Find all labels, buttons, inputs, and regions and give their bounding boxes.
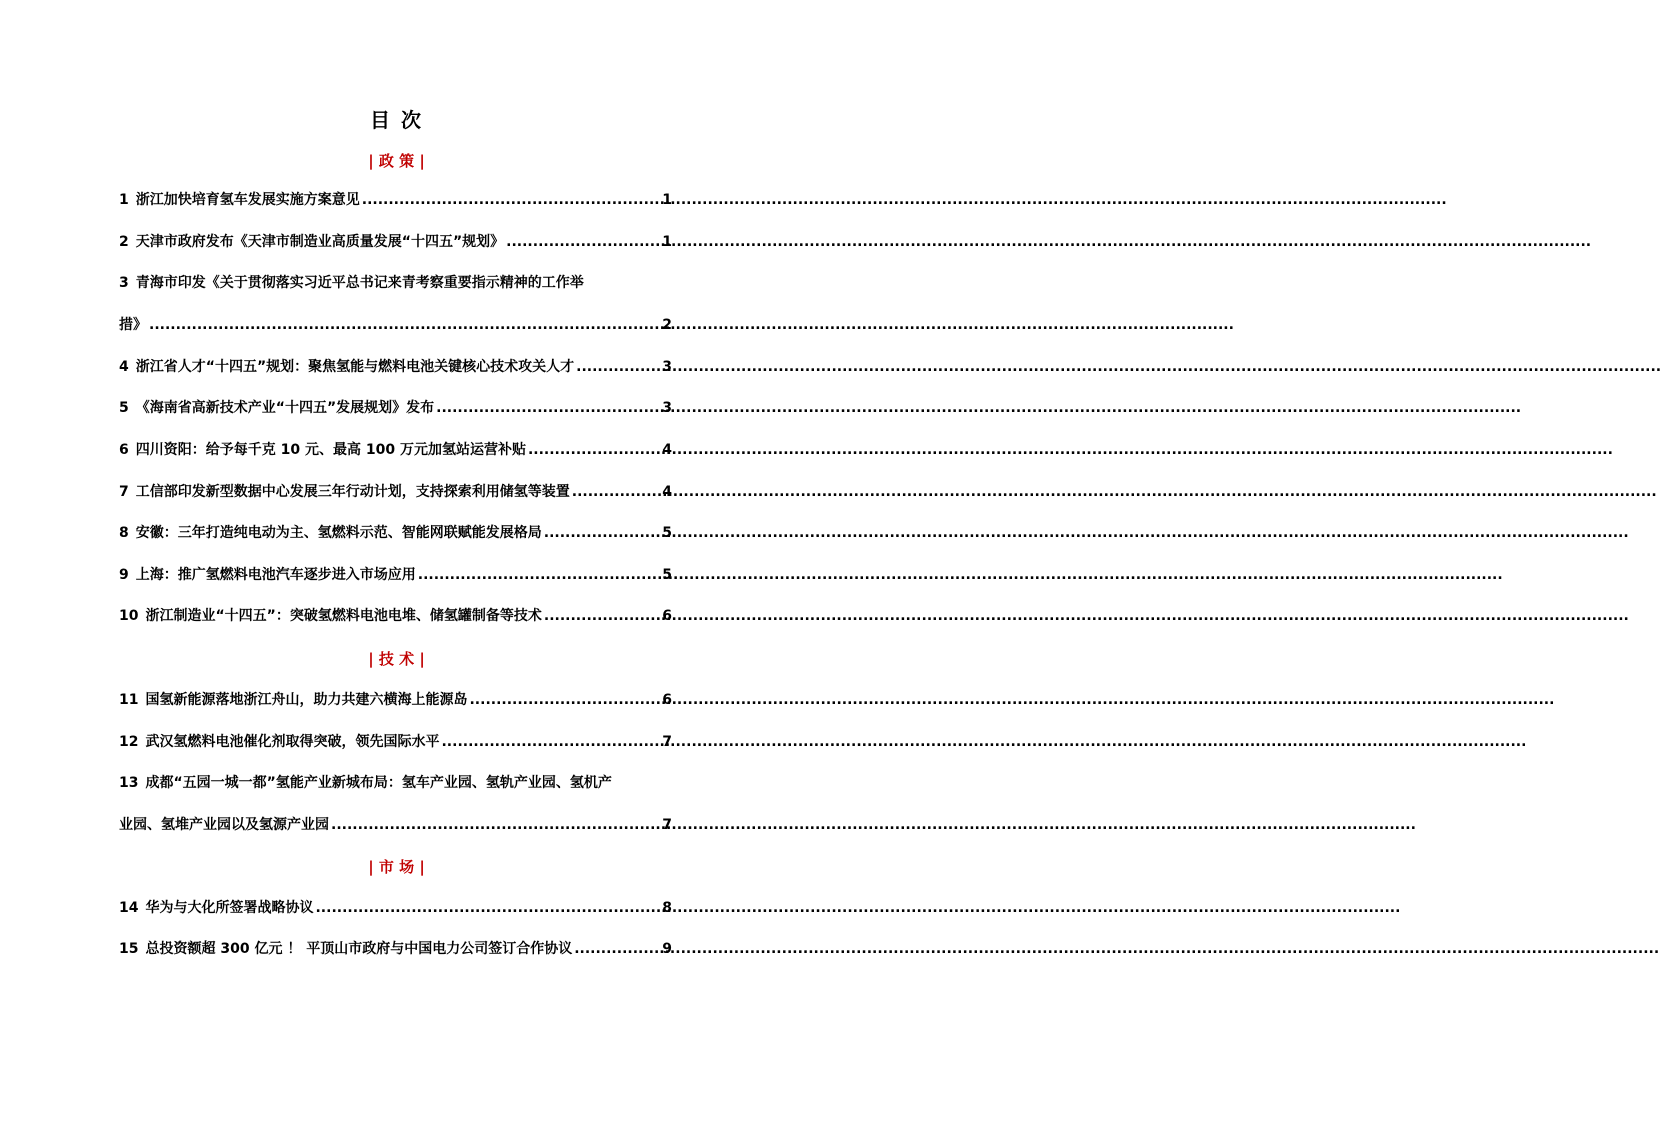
entry-title: 武汉氢燃料电池催化剂取得突破，领先国际水平 [145,734,440,750]
entry-title: 安徽：三年打造纯电动为主、氢燃料示范、智能网联赋能发展格局 [135,525,542,541]
entry-number: 11 [119,692,139,708]
entry-page: 5 [662,525,672,541]
entry-title: 四川资阳：给予每千克 10 元、最高 100 万元加氢站运营补贴 [135,442,526,458]
entry-page: 1 [662,192,672,208]
dot-leader [544,608,660,624]
dot-leader [544,525,661,541]
entry-title: 上海：推广氢燃料电池汽车逐步进入市场应用 [135,567,416,583]
toc-entry-6[interactable] [119,439,672,461]
entry-number: 2 [119,234,129,250]
entry-page: 6 [662,692,672,708]
entry-page: 3 [662,400,672,416]
section-heading-policy: | 政 策 | [368,152,425,170]
toc-page [0,0,793,1122]
page-title: 目 次 [370,108,423,132]
entry-page: 5 [662,567,672,583]
entry-page: 4 [662,484,672,500]
entry-title: 浙江省人才“十四五”规划：聚焦氢能与燃料电池关键核心技术攻关人才 [135,359,575,375]
entry-title-continuation: 措》 [119,317,147,333]
entry-title: 华为与大化所签署战略协议 [145,900,314,916]
dot-leader [576,359,660,375]
entry-title: 总投资额超 300 亿元 ！ 平顶山市政府与中国电力公司签订合作协议 [145,941,573,957]
toc-entry-11[interactable] [119,689,672,711]
dot-leader [418,567,661,583]
entry-title-continuation: 业园、氢堆产业园以及氢源产业园 [119,817,329,833]
toc-entry-4[interactable] [119,356,672,378]
toc-entry-2[interactable] [119,231,672,253]
toc-entry-1[interactable] [119,189,672,211]
entry-number: 14 [119,900,139,916]
entry-title: 《海南省高新技术产业“十四五”发展规划》发布 [135,400,435,416]
dot-leader [574,941,660,957]
entry-number: 8 [119,525,129,541]
entry-title: 青海市印发《关于贯彻落实习近平总书记来青考察重要指示精神的工作举 [135,275,584,291]
dot-leader [436,400,660,416]
entry-page: 7 [662,734,672,750]
toc-entry-13[interactable] [119,772,672,794]
entry-number: 5 [119,400,129,416]
entry-page: 9 [662,941,672,957]
section-heading-tech: | 技 术 | [368,650,425,668]
entry-number: 3 [119,275,129,291]
entry-number: 4 [119,359,129,375]
entry-number: 6 [119,442,129,458]
section-heading-market: | 市 场 | [368,858,425,876]
entry-number: 10 [119,608,139,624]
toc-entry-8[interactable] [119,522,672,544]
dot-leader [528,442,660,458]
toc-entry-10[interactable] [119,605,672,627]
entry-number: 9 [119,567,129,583]
toc-entry-9[interactable] [119,564,672,586]
entry-number: 1 [119,192,129,208]
dot-leader [572,484,661,500]
toc-entry-7[interactable] [119,481,672,503]
dot-leader [331,817,660,833]
entry-number: 7 [119,484,129,500]
entry-number: 12 [119,734,139,750]
toc-entry-3[interactable] [119,272,672,294]
dot-leader [362,192,661,208]
entry-number: 15 [119,941,139,957]
dot-leader [469,692,660,708]
dot-leader [315,900,660,916]
entry-page: 3 [662,359,672,375]
entry-page: 2 [662,317,672,333]
entry-page: 4 [662,442,672,458]
toc-entry-14[interactable] [119,897,672,919]
toc-entry-3-continuation[interactable] [119,314,672,336]
entry-title: 工信部印发新型数据中心发展三年行动计划，支持探索利用储氢等装置 [135,484,570,500]
toc-entry-12[interactable] [119,731,672,753]
entry-title: 浙江制造业“十四五”：突破氢燃料电池电堆、储氢罐制备等技术 [145,608,542,624]
dot-leader [506,234,660,250]
entry-page: 6 [662,608,672,624]
toc-entry-15[interactable] [119,938,672,960]
entry-number: 13 [119,775,139,791]
entry-title: 国氢新能源落地浙江舟山，助力共建六横海上能源岛 [145,692,468,708]
dot-leader [441,734,660,750]
entry-title: 成都“五园一城一都”氢能产业新城布局：氢车产业园、氢轨产业园、氢机产 [145,775,612,791]
dot-leader [149,317,660,333]
toc-entry-13-continuation[interactable] [119,814,672,836]
entry-page: 1 [662,234,672,250]
entry-title: 浙江加快培育氢车发展实施方案意见 [135,192,360,208]
entry-title: 天津市政府发布《天津市制造业高质量发展“十四五”规划》 [135,234,505,250]
entry-page: 7 [662,817,672,833]
toc-entry-5[interactable] [119,397,672,419]
entry-page: 8 [662,900,672,916]
